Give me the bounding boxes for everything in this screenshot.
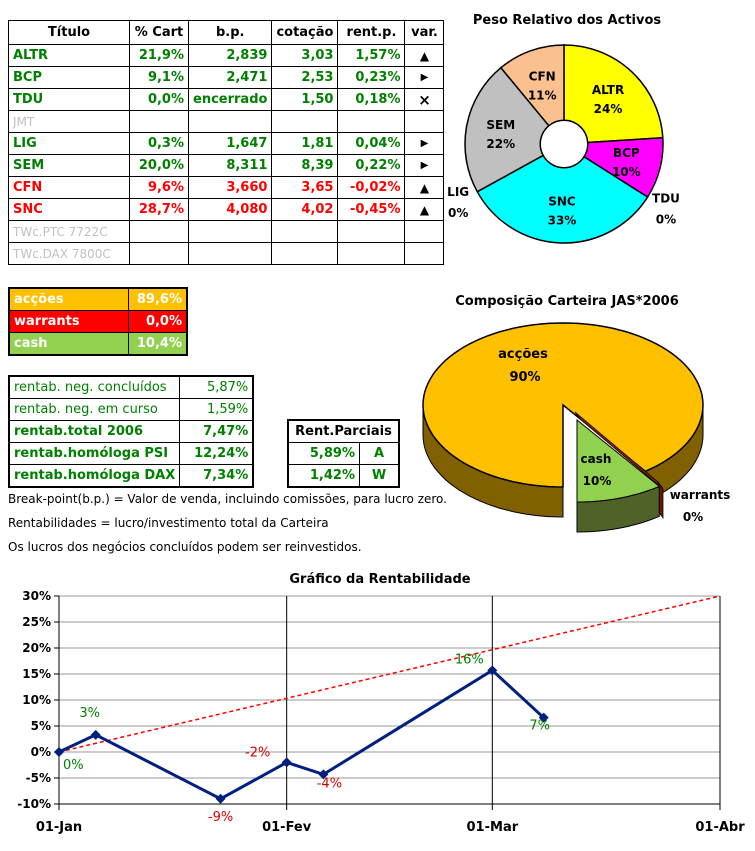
portfolio-row bbox=[9, 111, 444, 133]
slice-name-label: LIG bbox=[447, 185, 470, 200]
data-point-label: -4% bbox=[316, 776, 343, 792]
var-icon[interactable]: ▲ bbox=[405, 199, 444, 221]
partials-value[interactable]: 5,89% bbox=[288, 443, 360, 465]
column-header[interactable]: rent.p. bbox=[338, 21, 405, 45]
returns-label[interactable]: rentab.homóloga PSI bbox=[9, 443, 180, 465]
value-cell[interactable] bbox=[338, 243, 405, 265]
value-cell[interactable]: 0,22% bbox=[338, 155, 405, 177]
value-cell[interactable]: 0,04% bbox=[338, 133, 405, 155]
ticker-cell[interactable]: JMT bbox=[9, 111, 130, 133]
value-cell[interactable]: 3,660 bbox=[189, 177, 272, 199]
value-cell[interactable] bbox=[272, 243, 338, 265]
returns-value[interactable]: 12,24% bbox=[180, 443, 254, 465]
ticker-cell[interactable]: ALTR bbox=[9, 45, 130, 67]
slice-name-label: acções bbox=[498, 347, 548, 362]
returns-row bbox=[9, 443, 253, 465]
column-header[interactable]: b.p. bbox=[189, 21, 272, 45]
y-tick-label: 30% bbox=[22, 589, 51, 603]
var-icon[interactable]: ▶ bbox=[405, 155, 444, 177]
slice-pct-label: 0% bbox=[447, 206, 469, 221]
allocation-table-body bbox=[9, 288, 187, 355]
returns-label[interactable]: rentab. neg. concluídos bbox=[9, 376, 180, 399]
y-tick-label: -5% bbox=[25, 771, 51, 785]
allocation-row bbox=[9, 311, 187, 333]
value-cell[interactable]: 28,7% bbox=[130, 199, 189, 221]
donut-chart-peso-relativo bbox=[420, 0, 755, 275]
allocation-value[interactable]: 10,4% bbox=[129, 333, 188, 356]
partials-row bbox=[288, 443, 399, 465]
data-point-label: 0% bbox=[63, 758, 84, 773]
returns-value[interactable]: 7,34% bbox=[180, 465, 254, 488]
value-cell[interactable] bbox=[189, 111, 272, 133]
value-cell[interactable] bbox=[130, 243, 189, 265]
returns-row bbox=[9, 465, 253, 488]
column-header[interactable]: cotação bbox=[272, 21, 338, 45]
slice-name-label: SNC bbox=[548, 194, 576, 209]
portfolio-row bbox=[9, 199, 444, 221]
y-tick-label: 5% bbox=[30, 719, 51, 733]
portfolio-row bbox=[9, 45, 444, 67]
portfolio-row bbox=[9, 221, 444, 243]
slice-pct-label: 90% bbox=[509, 370, 541, 385]
value-cell[interactable]: encerrado bbox=[189, 89, 272, 111]
data-point-label: -2% bbox=[245, 745, 271, 761]
x-tick-label: 01-Fev bbox=[262, 820, 312, 835]
data-point-marker bbox=[54, 747, 64, 757]
portfolio-row bbox=[9, 177, 444, 199]
value-cell[interactable]: 9,1% bbox=[130, 67, 189, 89]
slice-name-label: SEM bbox=[486, 117, 516, 132]
var-icon[interactable]: ▲ bbox=[405, 45, 444, 67]
y-tick-label: 10% bbox=[22, 693, 51, 707]
x-tick-label: 01-Abr bbox=[695, 820, 745, 835]
value-cell[interactable]: 2,53 bbox=[272, 67, 338, 89]
value-cell[interactable]: 3,03 bbox=[272, 45, 338, 67]
value-cell[interactable] bbox=[189, 243, 272, 265]
ticker-cell[interactable]: SEM bbox=[9, 155, 130, 177]
value-cell[interactable]: 2,471 bbox=[189, 67, 272, 89]
pie3d-top-accoes bbox=[423, 323, 703, 487]
allocation-value[interactable]: 0,0% bbox=[129, 311, 188, 333]
portfolio-row bbox=[9, 133, 444, 155]
line-chart-title: Gráfico da Rentabilidade bbox=[289, 572, 471, 587]
value-cell[interactable]: 8,39 bbox=[272, 155, 338, 177]
slice-pct-label: 22% bbox=[486, 136, 516, 151]
column-header[interactable]: Título bbox=[9, 21, 130, 45]
portfolio-row bbox=[9, 155, 444, 177]
data-point-label: -9% bbox=[207, 809, 234, 825]
partials-letter[interactable]: W bbox=[360, 465, 400, 488]
slice-pct-label: 33% bbox=[547, 213, 577, 228]
pie3d-chart-title: Composição Carteira JAS*2006 bbox=[455, 294, 679, 309]
returns-table bbox=[8, 375, 254, 488]
partials-table-body bbox=[288, 420, 399, 487]
value-cell[interactable]: 8,311 bbox=[189, 155, 272, 177]
value-cell[interactable]: 20,0% bbox=[130, 155, 189, 177]
value-cell[interactable] bbox=[338, 111, 405, 133]
portfolio-table-header bbox=[9, 21, 444, 45]
value-cell[interactable]: -0,45% bbox=[338, 199, 405, 221]
ticker-cell[interactable]: TWc.PTC 7722C bbox=[9, 221, 130, 243]
slice-name-label: BCP bbox=[612, 146, 640, 161]
value-cell[interactable]: 4,080 bbox=[189, 199, 272, 221]
value-cell[interactable] bbox=[272, 221, 338, 243]
var-icon[interactable]: ▲ bbox=[405, 177, 444, 199]
partials-header-row bbox=[288, 420, 399, 443]
value-cell[interactable]: 2,839 bbox=[189, 45, 272, 67]
value-cell[interactable] bbox=[130, 111, 189, 133]
partials-table bbox=[287, 419, 400, 488]
ticker-cell[interactable]: LIG bbox=[9, 133, 130, 155]
value-cell[interactable]: 9,6% bbox=[130, 177, 189, 199]
slice-name-label: TDU bbox=[652, 191, 680, 206]
note-rentabilidades: Rentabilidades = lucro/investimento total da Carteira bbox=[8, 516, 329, 530]
data-point-label: 7% bbox=[529, 718, 551, 734]
slice-name-label: CFN bbox=[528, 69, 556, 84]
data-point-label: 16% bbox=[454, 652, 484, 668]
portfolio-row bbox=[9, 89, 444, 111]
donut-chart-title: Peso Relativo dos Activos bbox=[472, 13, 662, 28]
slice-pct-label: 0% bbox=[655, 212, 677, 227]
value-cell[interactable]: 0,18% bbox=[338, 89, 405, 111]
ticker-cell[interactable]: TDU bbox=[9, 89, 130, 111]
returns-value[interactable]: 5,87% bbox=[180, 376, 254, 399]
x-tick-label: 01-Mar bbox=[466, 820, 519, 835]
value-cell[interactable]: 3,65 bbox=[272, 177, 338, 199]
slice-pct-label: 10% bbox=[611, 165, 641, 180]
var-icon[interactable]: ▶ bbox=[405, 67, 444, 89]
partials-letter[interactable]: A bbox=[360, 443, 400, 465]
returns-value[interactable]: 7,47% bbox=[180, 421, 254, 443]
returns-row bbox=[9, 399, 253, 421]
partials-header[interactable]: Rent.Parciais bbox=[288, 420, 399, 443]
ticker-cell[interactable]: CFN bbox=[9, 177, 130, 199]
slice-pct-label: 10% bbox=[582, 474, 612, 488]
y-tick-label: 0% bbox=[30, 745, 51, 759]
pie3d-chart-composicao bbox=[390, 285, 755, 560]
value-cell[interactable]: 0,23% bbox=[338, 67, 405, 89]
partials-value[interactable]: 1,42% bbox=[288, 465, 360, 488]
allocation-row bbox=[9, 333, 187, 356]
returns-label[interactable]: rentab.total 2006 bbox=[9, 421, 180, 443]
x-tick-label: 01-Jan bbox=[35, 820, 83, 835]
portfolio-row bbox=[9, 243, 444, 265]
partials-row bbox=[288, 465, 399, 488]
allocation-row bbox=[9, 288, 187, 311]
ticker-cell[interactable]: SNC bbox=[9, 199, 130, 221]
data-point-label: 3% bbox=[79, 705, 101, 721]
value-cell[interactable]: 1,81 bbox=[272, 133, 338, 155]
allocation-label[interactable]: acções bbox=[9, 288, 129, 311]
line-chart-rentabilidade bbox=[0, 560, 755, 851]
value-cell[interactable]: 1,50 bbox=[272, 89, 338, 111]
value-cell[interactable]: 4,02 bbox=[272, 199, 338, 221]
note-breakpoint: Break-point(b.p.) = Valor de venda, incluindo comissões, para lucro zero. bbox=[8, 492, 447, 506]
slice-name-label: ALTR bbox=[591, 83, 625, 98]
returns-value[interactable]: 1,59% bbox=[180, 399, 254, 421]
value-cell[interactable]: 1,647 bbox=[189, 133, 272, 155]
returns-row bbox=[9, 376, 253, 399]
returns-label[interactable]: rentab. neg. em curso bbox=[9, 399, 180, 421]
ticker-cell[interactable]: TWc.DAX 7800C bbox=[9, 243, 130, 265]
y-tick-label: -10% bbox=[17, 797, 51, 811]
y-tick-label: 15% bbox=[22, 667, 51, 681]
var-icon[interactable]: ▶ bbox=[405, 133, 444, 155]
ticker-cell[interactable]: BCP bbox=[9, 67, 130, 89]
value-cell[interactable]: 1,57% bbox=[338, 45, 405, 67]
value-cell[interactable] bbox=[338, 221, 405, 243]
portfolio-row bbox=[9, 67, 444, 89]
portfolio-table-body bbox=[9, 45, 444, 265]
value-cell[interactable]: 21,9% bbox=[130, 45, 189, 67]
returns-table-body bbox=[9, 376, 253, 487]
value-cell[interactable]: -0,02% bbox=[338, 177, 405, 199]
slice-pct-label: 11% bbox=[527, 88, 557, 103]
allocation-label[interactable]: cash bbox=[9, 333, 129, 356]
slice-name-label: cash bbox=[580, 452, 612, 466]
column-header[interactable]: % Cart bbox=[130, 21, 189, 45]
column-header[interactable]: var. bbox=[405, 21, 444, 45]
value-cell[interactable] bbox=[272, 111, 338, 133]
returns-row bbox=[9, 421, 253, 443]
returns-label[interactable]: rentab.homóloga DAX bbox=[9, 465, 180, 488]
note-lucros: Os lucros dos negócios concluídos podem ser reinvestidos. bbox=[8, 540, 362, 554]
var-icon[interactable]: × bbox=[405, 89, 444, 111]
slice-pct-label: 24% bbox=[593, 102, 623, 117]
portfolio-table bbox=[8, 20, 444, 265]
rentabilidade-line bbox=[59, 670, 544, 798]
data-point-marker bbox=[91, 730, 101, 740]
slice-pct-label: 0% bbox=[682, 510, 704, 524]
y-tick-label: 20% bbox=[22, 641, 51, 655]
allocation-table bbox=[8, 287, 188, 356]
allocation-label[interactable]: warrants bbox=[9, 311, 129, 333]
value-cell[interactable] bbox=[189, 221, 272, 243]
value-cell[interactable]: 0,3% bbox=[130, 133, 189, 155]
y-tick-label: 25% bbox=[22, 615, 51, 629]
slice-name-label: warrants bbox=[669, 488, 731, 502]
allocation-value[interactable]: 89,6% bbox=[129, 288, 188, 311]
value-cell[interactable] bbox=[130, 221, 189, 243]
value-cell[interactable]: 0,0% bbox=[130, 89, 189, 111]
